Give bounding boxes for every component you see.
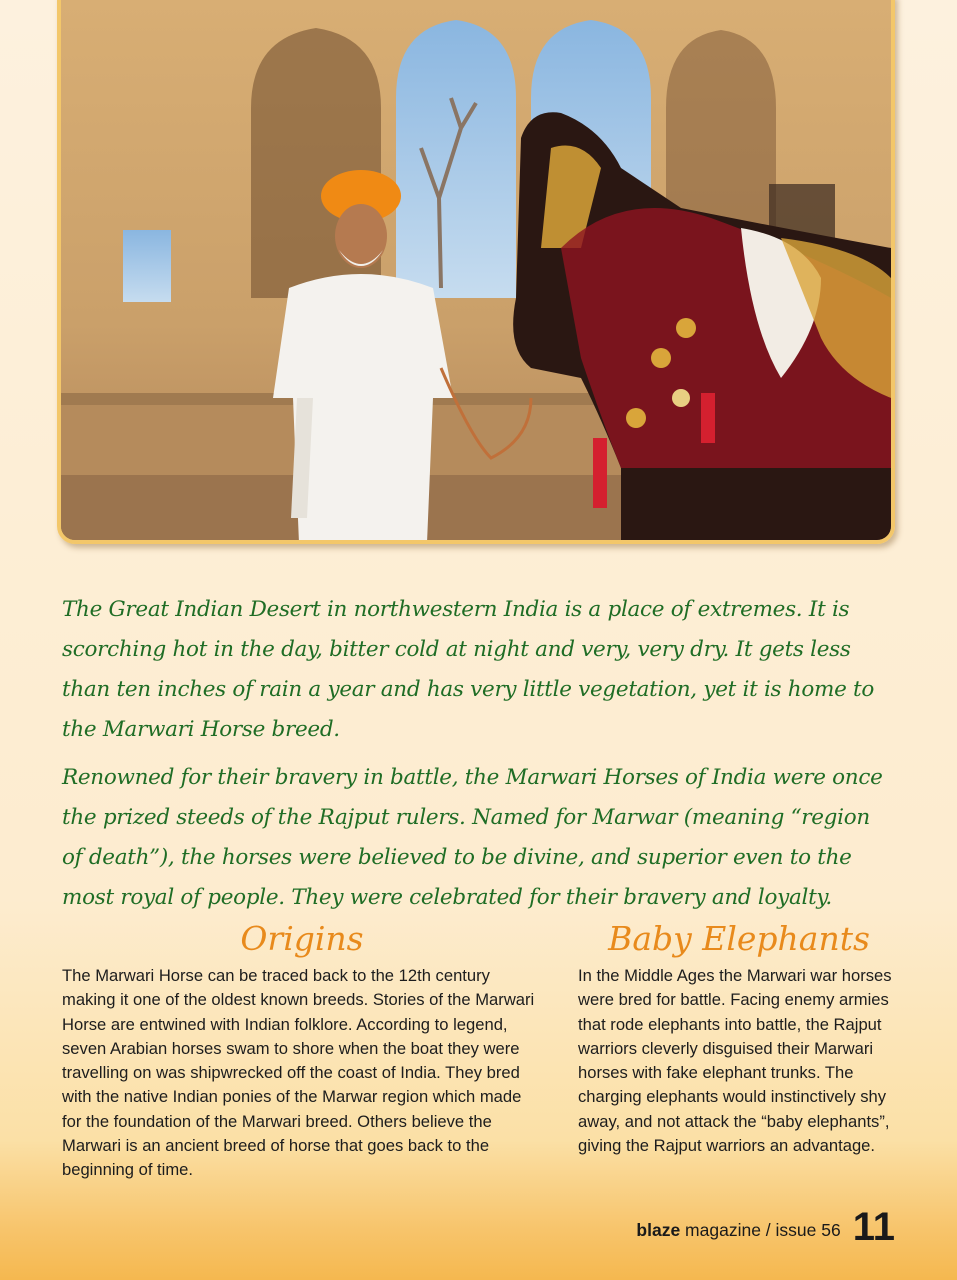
intro-paragraph-1: The Great Indian Desert in northwestern India is a place of extremes. It is scorching hot in the day, bitter cold at night and very, very dry. It gets less than ten inches of rain a year and has very little vegetation, yet it is home to the Marwari Horse breed.	[62, 597, 875, 742]
origins-section	[62, 918, 542, 1183]
issue-label: magazine / issue 56	[680, 1220, 841, 1240]
origins-heading: Origins	[240, 919, 364, 958]
hero-photo	[57, 0, 895, 544]
intro-text	[62, 590, 892, 926]
baby-elephants-section	[578, 918, 900, 1158]
intro-paragraph-2: Renowned for their bravery in battle, the Marwari Horses of India were once the prized steeds of the Rajput rulers. Named for Marwar (meaning “region of death”), the horses were believed to be divine, and superior even to the most royal of people. They were celebrated for their bravery and loyalty.	[62, 765, 883, 910]
baby-elephants-heading: Baby Elephants	[608, 919, 870, 958]
page-number: 11	[852, 1205, 895, 1249]
photo-man-with-marwari-horse-icon	[61, 0, 891, 540]
page-footer	[636, 1203, 895, 1247]
publication-name	[636, 1220, 840, 1247]
brand-name: blaze	[636, 1220, 681, 1240]
origins-body: The Marwari Horse can be traced back to the 12th century making it one of the oldest known breeds. Stories of the Marwari Horse are entwined with Indian folklore. According to legend, seven Arabian horses swam to shore when the boat they were travelling on was shipwrecked off the coast of India. They bred with the native Indian ponies of the Marwar region which made for the foundation of the Marwari breed. Others believe the Marwari is an ancient breed of horse that goes back to the beginning of time.	[62, 966, 535, 1180]
baby-elephants-body: In the Middle Ages the Marwari war horses were bred for battle. Facing enemy armies that rode elephants into battle, the Rajput warriors cleverly disguised their Marwari horses with fake elephant trunks. The charging elephants would instinctively shy away, and not attack the “baby elephants”, giving the Rajput warriors an advantage.	[578, 966, 892, 1156]
